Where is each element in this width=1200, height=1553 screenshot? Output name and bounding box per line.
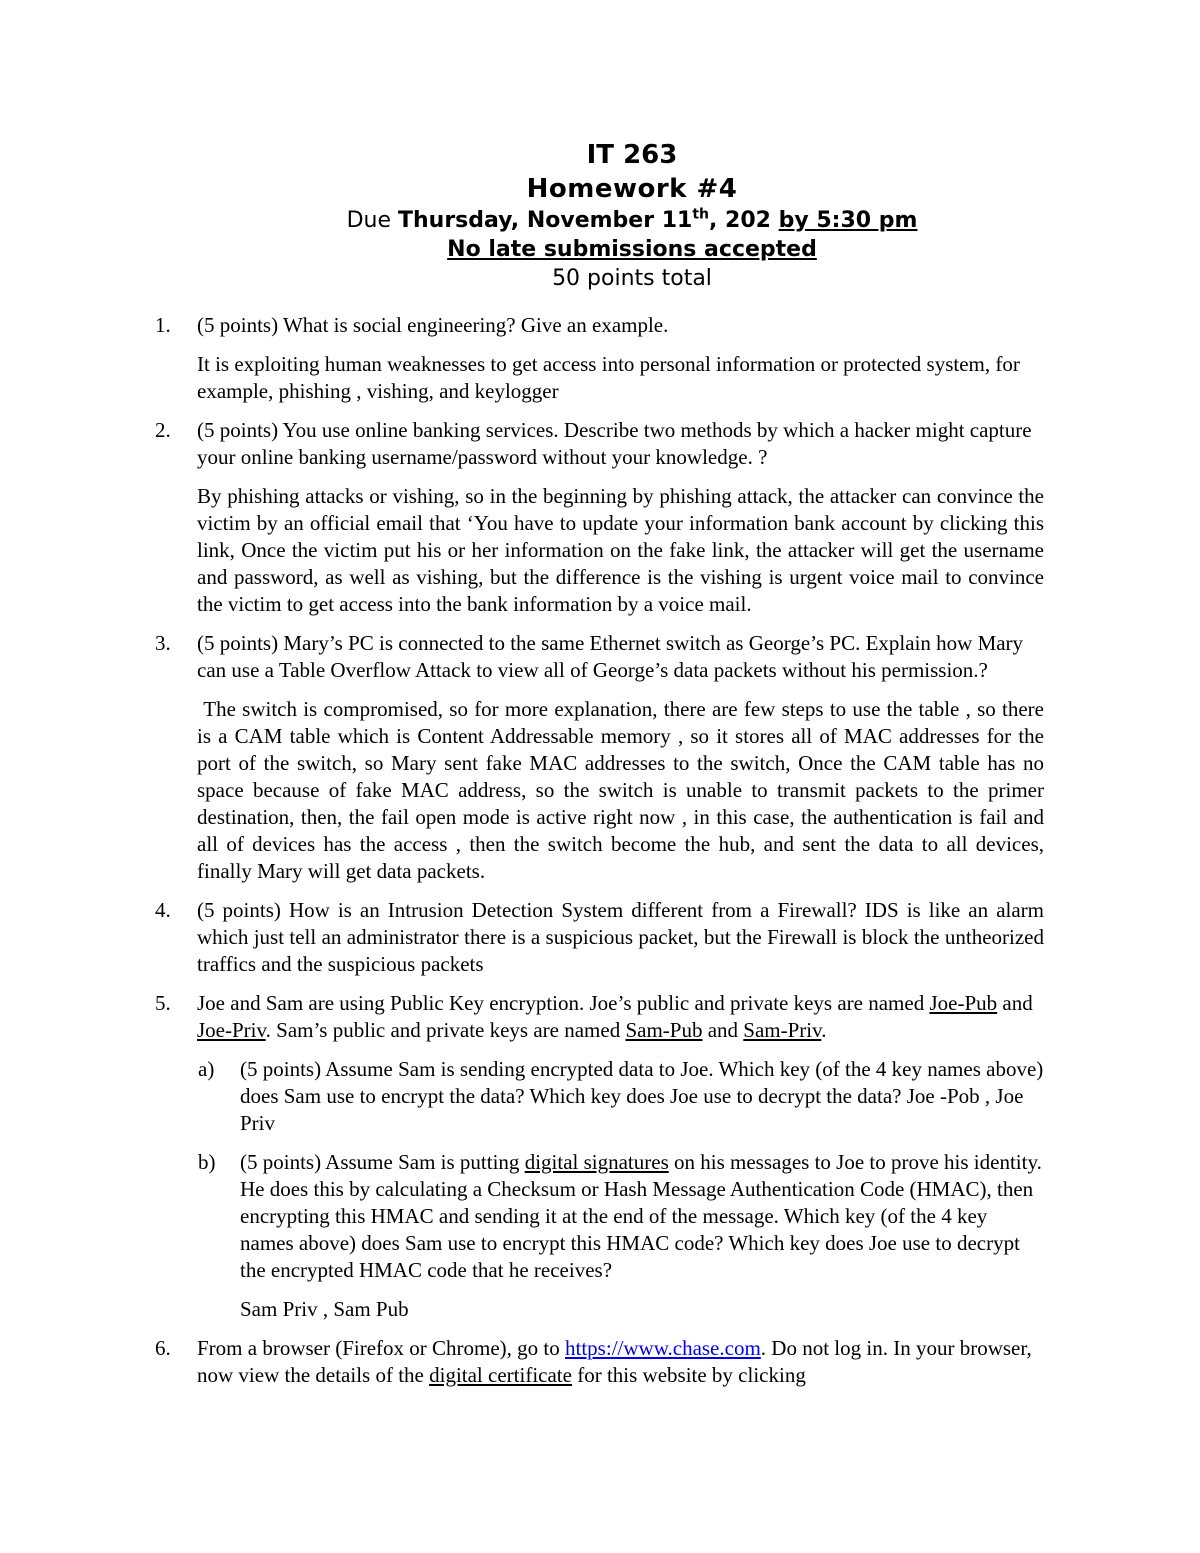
question-2 (155, 417, 1044, 471)
answer-2: By phishing attacks or vishing, so in the beginning by phishing attack, the attacker can convince the victim by an official email that ‘You have to update your information bank account by clicking this link, Once the victim put his or her information on the fake link, the attacker will get the username and password, as well as vishing, but the difference is the vishing is urgent voice mail to convince the victim to get access into the bank information by a voice mail. (197, 484, 1044, 616)
due-date (0, 206, 1200, 236)
question-5a (198, 1056, 1044, 1137)
question-number: 6. (155, 1336, 171, 1360)
question-5b (198, 1149, 1044, 1284)
question-number: 5. (155, 991, 171, 1015)
digital-signatures-term: digital signatures (524, 1150, 669, 1174)
course-title: IT 263 (586, 140, 678, 170)
due-day: Thursday, November 11 (397, 208, 693, 233)
header (0, 138, 1200, 294)
questions (0, 312, 1200, 1401)
question-text: for this website by clicking (571, 1363, 806, 1387)
question-5 (155, 990, 1044, 1044)
points-total: 50 points total (552, 266, 712, 291)
question-4 (155, 897, 1044, 978)
question-1 (155, 312, 1044, 339)
question-text: . Do not log in. In your browser, now view the details of the (197, 1336, 1032, 1387)
due-year: , 202 (709, 208, 779, 233)
key-joe-pub: Joe-Pub (929, 991, 998, 1015)
question-number: 1. (155, 313, 171, 337)
due-sup: th (692, 206, 710, 223)
subquestion-label: b) (198, 1150, 216, 1174)
question-text: Joe and Sam are using Public Key encryption. Joe’s public and private keys are named (197, 991, 930, 1015)
key-sam-priv: Sam-Priv (743, 1018, 822, 1042)
question-number: 4. (155, 898, 171, 922)
subquestion-text: (5 points) Assume Sam is sending encrypted data to Joe. Which key (of the 4 key names above) does Sam use to encrypt the data? Which key does Joe use to decrypt the data? Joe -Pob , Joe Priv (240, 1057, 1044, 1135)
question-text: and (997, 991, 1033, 1015)
homework-title: Homework #4 (526, 174, 738, 204)
question-text: From a browser (Firefox or Chrome), go to (197, 1336, 566, 1360)
due-time: by 5:30 pm (778, 208, 918, 233)
chase-url-link[interactable]: https://www.chase.com (565, 1336, 761, 1360)
question-number: 2. (155, 418, 171, 442)
question-text: . (821, 1018, 827, 1042)
answer-3: The switch is compromised, so for more explanation, there are few steps to use the table , so there is a CAM table which is Content Addressable memory , so it stores all of MAC addresses for the port of the switch, so Mary sent fake MAC addresses to the switch, Once the CAM table has no space because of fake MAC address, so the switch is unable to transmit packets to the primer destination, then, the fail open mode is active right now , in this case, the authentication is fail and all of devices has the access , then the switch become the hub, and sent the data to all devices, finally Mary will get data packets. (197, 697, 1050, 883)
subquestion-label: a) (198, 1057, 215, 1081)
question-text: . Sam’s public and private keys are named (265, 1018, 626, 1042)
question-text: (5 points) Mary’s PC is connected to the same Ethernet switch as George’s PC. Explain how Mary can use a Table Overflow Attack to view all of George’s data packets without his permission.? (197, 631, 1024, 682)
subquestion-text: (5 points) Assume Sam is putting (240, 1150, 525, 1174)
question-text: (5 points) What is social engineering? Give an example. (197, 313, 669, 337)
subquestion-text: on his messages to Joe to prove his identity. He does this by calculating a Checksum or Hash Message Authentication Code (HMAC), then encrypting this HMAC and sending it at the end of the message. Which key (of the 4 key names above) does Sam use to encrypt this HMAC code? Which key does Joe use to decrypt the encrypted HMAC code that he receives? (240, 1150, 1042, 1282)
due-prefix: Due (346, 208, 398, 233)
question-3 (155, 630, 1044, 684)
question-number: 3. (155, 631, 171, 655)
key-sam-pub: Sam-Pub (625, 1018, 703, 1042)
question-text: (5 points) You use online banking services. Describe two methods by which a hacker might capture your online banking username/password without your knowledge. ? (197, 418, 1032, 469)
answer-5b: Sam Priv , Sam Pub (240, 1297, 409, 1321)
question-text: and (702, 1018, 744, 1042)
late-notice: No late submissions accepted (447, 237, 817, 262)
question-6 (155, 1335, 1044, 1389)
key-joe-priv: Joe-Priv (197, 1018, 266, 1042)
question-text: (5 points) How is an Intrusion Detection System different from a Firewall? IDS is like an alarm which just tell an administrator there is a suspicious packet, but the Firewall is block the untheorized traffics and the suspicious packets (197, 898, 1044, 976)
answer-1: It is exploiting human weaknesses to get access into personal information or protected system, for example, phishing , vishing, and keylogger (197, 352, 1020, 403)
digital-certificate-term: digital certificate (429, 1363, 572, 1387)
